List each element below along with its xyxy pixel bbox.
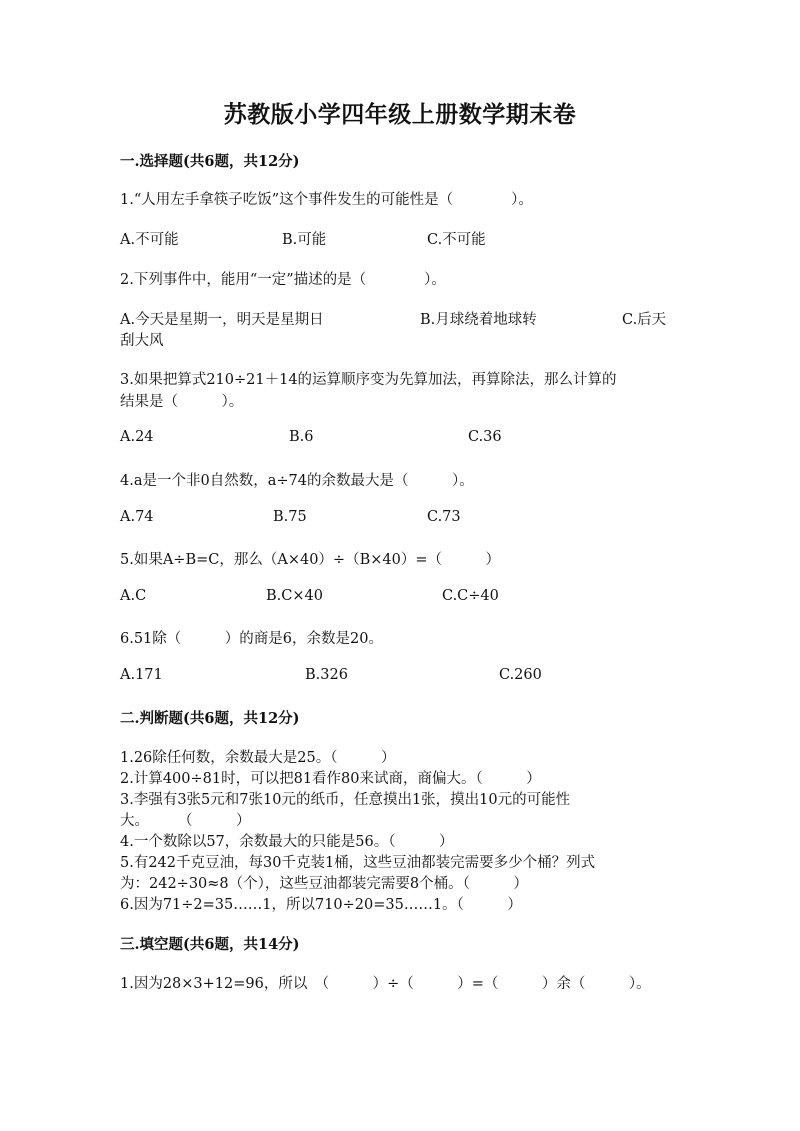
question-5-option-c: C.C÷40 bbox=[442, 588, 499, 604]
section-heading-judgement: 二.判断题(共6题，共12分) bbox=[120, 710, 300, 727]
question-5-option-b: B.C×40 bbox=[266, 588, 323, 604]
question-2-option-a: A.今天是星期一，明天是星期日 bbox=[120, 312, 324, 328]
question-5-option-a: A.C bbox=[120, 588, 147, 604]
question-2-option-c: C.后天 bbox=[622, 312, 667, 328]
question-5-stem: 5.如果A÷B=C，那么（A×40）÷（B×40）=（ ） bbox=[120, 552, 500, 568]
question-2-stem: 2.下列事件中，能用“一定”描述的是（ ）。 bbox=[120, 272, 446, 288]
question-2-option-c-continued: 刮大风 bbox=[120, 333, 164, 349]
question-3-stem-line2: 结果是（ ）。 bbox=[120, 394, 244, 410]
question-3-option-c: C.36 bbox=[468, 429, 502, 445]
question-3-option-a: A.24 bbox=[120, 429, 154, 445]
judgement-line-2: 2.计算400÷81时，可以把81看作80来试商，商偏大。（ ） bbox=[120, 771, 541, 787]
judgement-line-6: 6.因为71÷2=35……1，所以710÷20=35……1。（ ） bbox=[120, 897, 522, 913]
judgement-line-1: 1.26除任何数，余数最大是25。（ ） bbox=[120, 750, 396, 766]
question-6-option-a: A.171 bbox=[120, 667, 163, 683]
question-6-option-c: C.260 bbox=[499, 667, 542, 683]
question-4-option-c: C.73 bbox=[427, 509, 461, 525]
fill-blank-line-1: 1.因为28×3+12=96，所以 （ ）÷（ ）=（ ）余（ ）。 bbox=[120, 976, 651, 992]
question-2-option-b: B.月球绕着地球转 bbox=[420, 312, 537, 328]
section-heading-choice: 一.选择题(共6题，共12分) bbox=[120, 153, 300, 170]
question-4-option-b: B.75 bbox=[273, 509, 307, 525]
question-3-stem-line1: 3.如果把算式210÷21＋14的运算顺序变为先算加法，再算除法，那么计算的 bbox=[120, 372, 617, 388]
question-6-stem: 6.51除（ ）的商是6，余数是20。 bbox=[120, 631, 383, 647]
question-4-option-a: A.74 bbox=[120, 509, 154, 525]
judgement-line-3-continued: 大。 （ ） bbox=[120, 813, 251, 829]
question-1-option-a: A.不可能 bbox=[120, 232, 179, 248]
judgement-line-4: 4.一个数除以57，余数最大的只能是56。（ ） bbox=[120, 834, 454, 850]
section-heading-fill-blank: 三.填空题(共6题，共14分) bbox=[120, 936, 300, 953]
question-1-stem: 1.“人用左手拿筷子吃饭”这个事件发生的可能性是（ ）。 bbox=[120, 192, 533, 208]
question-1-option-b: B.可能 bbox=[282, 232, 327, 248]
judgement-line-5-continued: 为：242÷30≈8（个），这些豆油都装完需要8个桶。（ ） bbox=[120, 876, 528, 892]
question-1-option-c: C.不可能 bbox=[427, 232, 486, 248]
judgement-line-5: 5.有242千克豆油，每30千克装1桶，这些豆油都装完需要多少个桶？列式 bbox=[120, 855, 596, 871]
question-4-stem: 4.a是一个非0自然数，a÷74的余数最大是（ ）。 bbox=[120, 473, 474, 489]
exam-title: 苏教版小学四年级上册数学期末卷 bbox=[223, 101, 577, 128]
question-3-option-b: B.6 bbox=[289, 429, 314, 445]
question-6-option-b: B.326 bbox=[305, 667, 348, 683]
judgement-line-3: 3.李强有3张5元和7张10元的纸币，任意摸出1张，摸出10元的可能性 bbox=[120, 792, 571, 808]
